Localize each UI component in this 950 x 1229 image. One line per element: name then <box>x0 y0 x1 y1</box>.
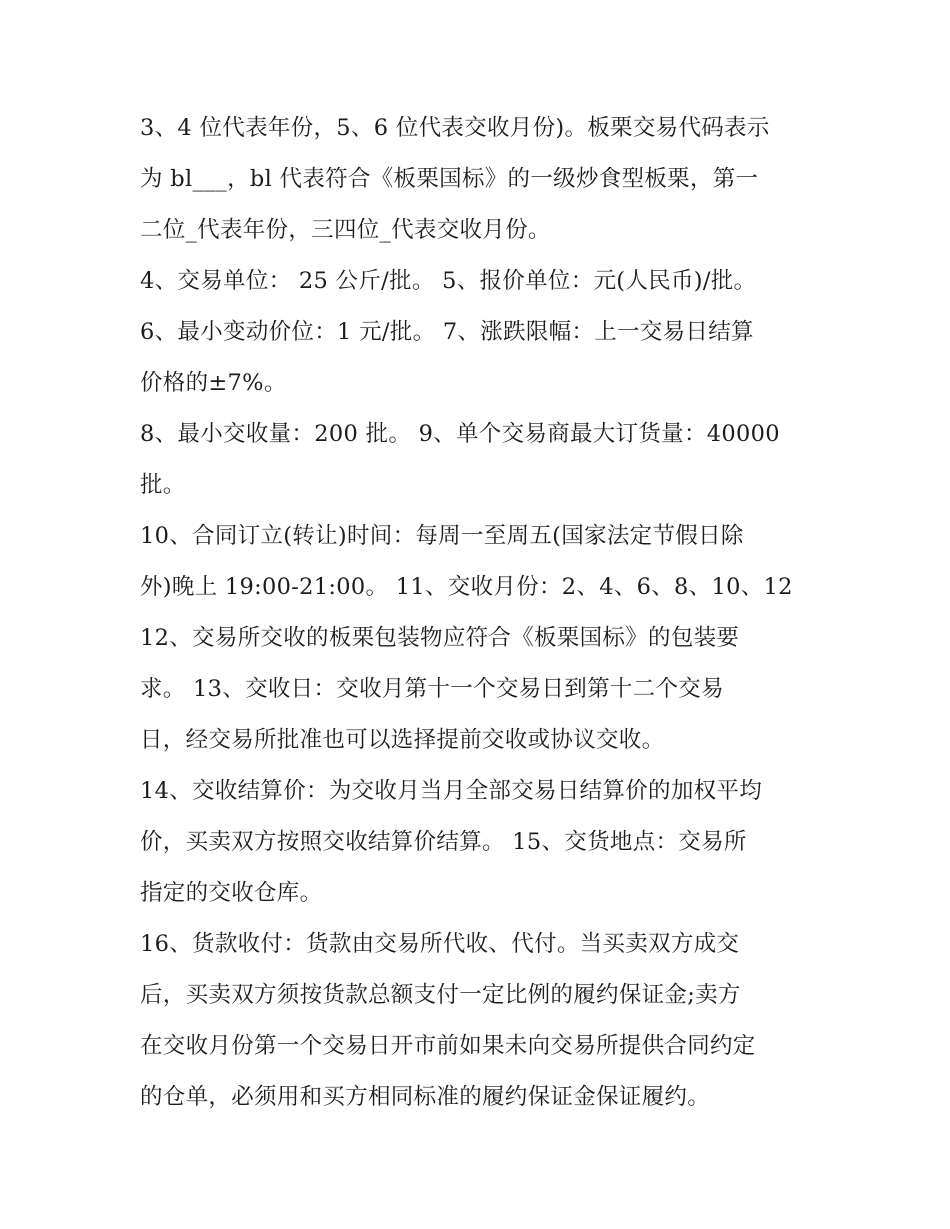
text-line: 在交收月份第一个交易日开市前如果未向交易所提供合同约定 <box>140 1033 756 1059</box>
text-line: 10、合同订立(转让)时间：每周一至周五(国家法定节假日除 <box>140 523 744 549</box>
text-line: 6、最小变动价位：1 元/批。 7、涨跌限幅：上一交易日结算 <box>140 319 754 345</box>
text-line: 指定的交收仓库。 <box>140 880 323 906</box>
text-line: 日，经交易所批准也可以选择提前交收或协议交收。 <box>140 727 665 753</box>
document-body <box>140 103 820 1123</box>
text-line: 外)晚上 19:00-21:00。 11、交收月份：2、4、6、8、10、12 <box>140 574 793 600</box>
text-line: 价，买卖双方按照交收结算价结算。 15、交货地点：交易所 <box>140 829 747 855</box>
text-line: 8、最小交收量：200 批。 9、单个交易商最大订货量：40000 <box>140 421 780 447</box>
text-line: 14、交收结算价：为交收月当月全部交易日结算价的加权平均 <box>140 778 763 804</box>
text-line: 为 bl___，bl 代表符合《板栗国标》的一级炒食型板栗，第一 <box>140 166 759 192</box>
text-line: 后，买卖双方须按货款总额支付一定比例的履约保证金;卖方 <box>140 982 741 1008</box>
text-line: 求。 13、交收日：交收月第十一个交易日到第十二个交易 <box>140 676 724 702</box>
text-line: 3、4 位代表年份，5、6 位代表交收月份)。板栗交易代码表示 <box>140 115 770 141</box>
text-line: 批。 <box>140 472 186 498</box>
text-line: 二位_代表年份，三四位_代表交收月份。 <box>140 217 551 243</box>
text-line: 价格的±7%。 <box>140 370 287 396</box>
text-line: 16、货款收付：货款由交易所代收、代付。当买卖双方成交 <box>140 931 740 957</box>
text-line: 12、交易所交收的板栗包装物应符合《板栗国标》的包装要 <box>140 625 740 651</box>
text-line: 4、交易单位： 25 公斤/批。 5、报价单位：元(人民币)/批。 <box>140 268 757 294</box>
text-line: 的仓单，必须用和买方相同标准的履约保证金保证履约。 <box>140 1084 711 1110</box>
